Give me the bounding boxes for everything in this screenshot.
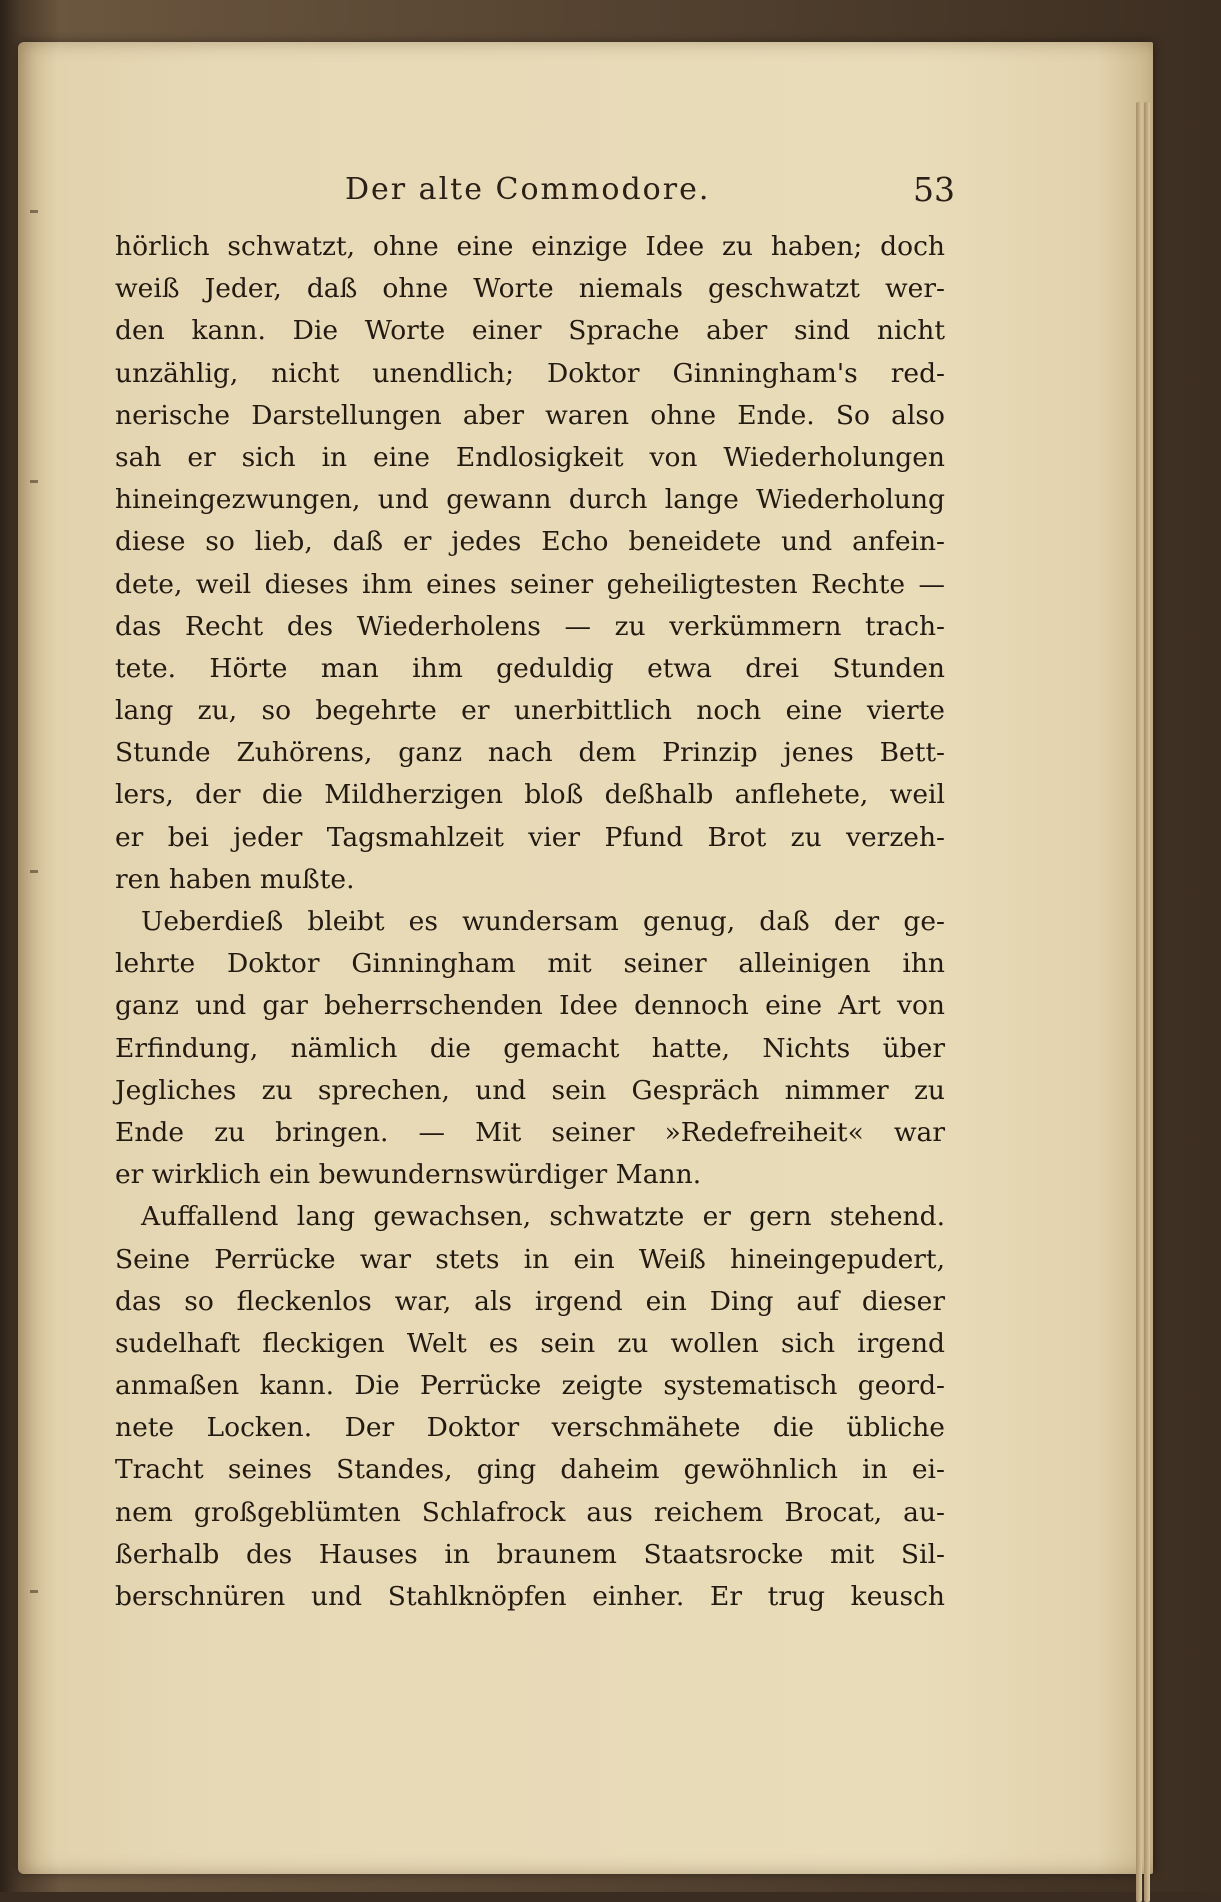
text-line: hörlich schwatzt, ohne eine einzige Idee zu haben; doch [115,231,945,262]
page-edge [1136,102,1142,1902]
margin-mark [30,480,38,483]
text-line: dete, weil dieses ihm eines seiner geheiligtesten Rechte — [115,568,945,600]
page-edge [1144,102,1150,1902]
text-line: Ende zu bringen. — Mit seiner »Redefreiheit« war [115,1116,945,1148]
text-line: nete Locken. Der Doktor verschmähete die übliche [115,1412,945,1444]
page-number: 53 [913,170,955,209]
text-line: Seine Perrücke war stets in ein Weiß hineingepudert, [115,1243,945,1275]
text-line: er wirklich ein bewundernswürdiger Mann. [115,1159,702,1191]
text-line: tete. Hörte man ihm geduldig etwa drei Stunden [115,652,945,684]
text-line: ßerhalb des Hauses in braunem Staatsrocke mit Sil- [115,1538,945,1570]
text-line: hineingezwungen, und gewann durch lange Wiederholung [115,484,945,516]
text-line: den kann. Die Worte einer Sprache aber sind nicht [115,315,945,347]
text-line: ganz und gar beherrschenden Idee dennoch eine Art von [115,990,945,1022]
text-line: berschnüren und Stahlknöpfen einher. Er trug keusch [115,1581,945,1612]
text-line: sudelhaft fleckigen Welt es sein zu wollen sich irgend [115,1327,945,1359]
text-line: das so fleckenlos war, als irgend ein Ding auf dieser [115,1285,945,1317]
text-line: unzählig, nicht unendlich; Doktor Ginningham's red- [115,357,945,389]
text-line: sah er sich in eine Endlosigkeit von Wiederholungen [115,441,945,473]
text-line: nerische Darstellungen aber waren ohne Ende. So also [115,399,945,431]
margin-mark [30,210,38,213]
text-line: Jegliches zu sprechen, und sein Gespräch nimmer zu [115,1074,945,1106]
text-line: Ueberdieß bleibt es wundersam genug, daß der ge- [141,906,945,937]
margin-mark [30,1590,38,1593]
text-line: Erfindung, nämlich die gemacht hatte, Nichts über [115,1032,945,1064]
text-line: Stunde Zuhörens, ganz nach dem Prinzip jenes Bett- [115,737,945,769]
text-line: lehrte Doktor Ginningham mit seiner alleinigen ihn [115,948,945,980]
text-line: lers, der die Mildherzigen bloß deßhalb anflehete, weil [115,779,945,811]
text-line: nem großgeblümten Schlafrock aus reichem Brocat, au- [115,1496,945,1528]
text-line: ren haben mußte. [115,863,355,895]
text-line: Tracht seines Standes, ging daheim gewöhnlich in ei- [115,1454,945,1486]
text-line: weiß Jeder, daß ohne Worte niemals geschwatzt wer- [115,273,945,305]
running-title: Der alte Commodore. [345,172,711,207]
text-line: er bei jeder Tagsmahlzeit vier Pfund Brot zu verzeh- [115,821,945,853]
text-line: das Recht des Wiederholens — zu verkümmern trach- [115,610,945,642]
text-line: lang zu, so begehrte er unerbittlich noch eine vierte [115,695,945,727]
text-line: diese so lieb, daß er jedes Echo beneidete und anfein- [115,526,945,558]
text-line: Auffallend lang gewachsen, schwatzte er gern stehend. [141,1201,945,1233]
text-line: anmaßen kann. Die Perrücke zeigte systematisch geord- [115,1370,945,1402]
margin-mark [30,870,38,873]
body-text [115,226,945,1618]
